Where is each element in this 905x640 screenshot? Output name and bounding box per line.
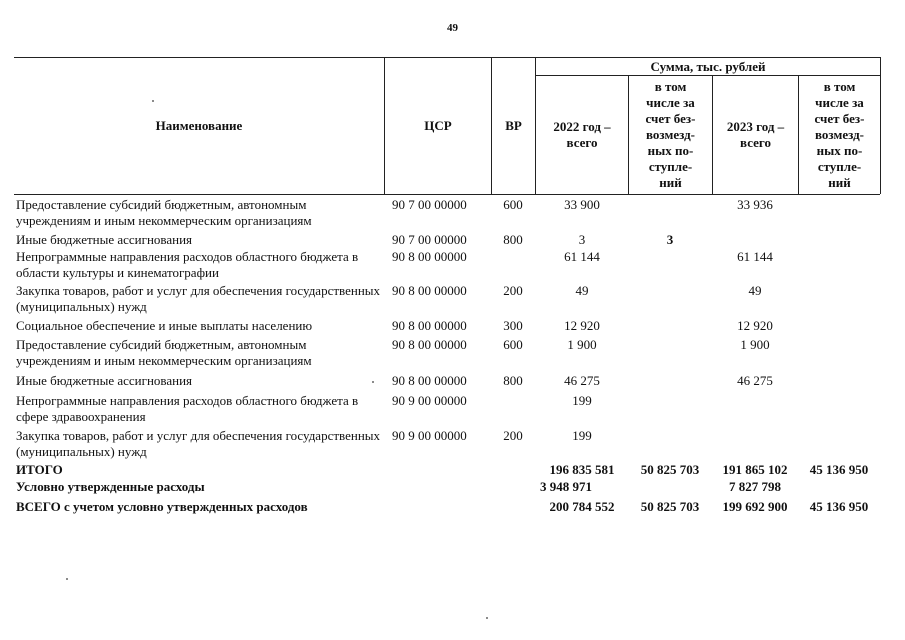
row-vr: 200	[503, 283, 523, 298]
row-name: Иные бюджетные ассигнования	[16, 232, 193, 247]
row-2022-total: 3	[578, 232, 586, 247]
row-2022-total: 12 920	[564, 318, 600, 333]
row-csr: 90 7 00 00000	[392, 232, 467, 247]
column-divider	[880, 57, 881, 194]
row-name: Непрограммные направления расходов областного бюджета в области культуры и кинематографии	[16, 249, 359, 280]
scan-speck	[66, 578, 68, 580]
page-number: 49	[447, 22, 458, 34]
total-2023-free: 45 136 950	[809, 499, 869, 514]
total-2023-total: 7 827 798	[729, 479, 781, 494]
row-vr: 200	[503, 428, 523, 443]
row-2022-total: 61 144	[564, 249, 600, 264]
row-csr: 90 8 00 00000	[392, 373, 467, 388]
row-name: Закупка товаров, работ и услуг для обеспечения государственных (муниципальных) нужд	[16, 428, 381, 459]
row-name: Предоставление субсидий бюджетным, автономным учреждениям и иным некоммерческим организациям	[16, 337, 312, 368]
header-vr: ВР	[505, 117, 522, 133]
row-2022-total: 33 900	[564, 197, 600, 212]
row-csr: 90 9 00 00000	[392, 393, 467, 408]
row-vr: 800	[503, 373, 523, 388]
total-name: ИТОГО	[16, 462, 63, 477]
row-name: Социальное обеспечение и иные выплаты населению	[16, 318, 313, 333]
total-name: ВСЕГО с учетом условно утвержденных расходов	[16, 499, 308, 514]
total-2023-total: 191 865 102	[722, 462, 788, 477]
row-2022-total: 46 275	[564, 373, 600, 388]
row-csr: 90 8 00 00000	[392, 283, 467, 298]
total-name: Условно утвержденные расходы	[16, 479, 205, 494]
row-vr: 600	[503, 197, 523, 212]
row-csr: 90 8 00 00000	[392, 337, 467, 352]
total-2022-total: 200 784 552	[549, 499, 615, 514]
total-2023-free: 45 136 950	[809, 462, 869, 477]
header-2023-total: 2023 год – всего	[726, 119, 785, 150]
header-2022-free: в том числе за счет без- возмезд- ных по- ступле- ний	[645, 79, 696, 190]
row-name: Иные бюджетные ассигнования	[16, 373, 193, 388]
row-2022-total: 199	[572, 393, 592, 408]
row-csr: 90 8 00 00000	[392, 249, 467, 264]
row-2022-total: 1 900	[567, 337, 597, 352]
row-name: Непрограммные направления расходов областного бюджета в сфере здравоохранения	[16, 393, 359, 424]
total-2022-free: 50 825 703	[640, 462, 700, 477]
row-2023-total: 33 936	[737, 197, 773, 212]
row-name: Закупка товаров, работ и услуг для обеспечения государственных (муниципальных) нужд	[16, 283, 381, 314]
total-2023-total: 199 692 900	[722, 499, 788, 514]
row-csr: 90 7 00 00000	[392, 197, 467, 212]
total-2022-total: 3 948 971	[540, 479, 592, 494]
scan-speck	[486, 617, 488, 619]
row-csr: 90 8 00 00000	[392, 318, 467, 333]
total-2022-free: 50 825 703	[640, 499, 700, 514]
row-vr: 300	[503, 318, 523, 333]
scan-speck	[372, 381, 374, 383]
header-name: Наименование	[155, 117, 243, 133]
row-2023-total: 46 275	[737, 373, 773, 388]
row-name: Предоставление субсидий бюджетным, автономным учреждениям и иным некоммерческим организациям	[16, 197, 312, 228]
row-csr: 90 9 00 00000	[392, 428, 467, 443]
row-2023-total: 12 920	[737, 318, 773, 333]
header-2023-free: в том числе за счет без- возмезд- ных по- ступле- ний	[814, 79, 865, 190]
row-vr: 800	[503, 232, 523, 247]
header-csr: ЦСР	[424, 117, 452, 133]
row-2022-total: 49	[575, 283, 589, 298]
row-2022-free: 3	[666, 232, 674, 247]
row-2023-total: 61 144	[737, 249, 773, 264]
header-2022-total: 2022 год – всего	[553, 119, 611, 150]
scan-speck	[152, 100, 154, 102]
header-sum-title: Сумма, тыс. рублей	[536, 58, 880, 76]
row-2023-total: 1 900	[740, 337, 770, 352]
row-2023-total: 49	[748, 283, 762, 298]
row-vr: 600	[503, 337, 523, 352]
row-2022-total: 199	[572, 428, 592, 443]
total-2022-total: 196 835 581	[549, 462, 615, 477]
